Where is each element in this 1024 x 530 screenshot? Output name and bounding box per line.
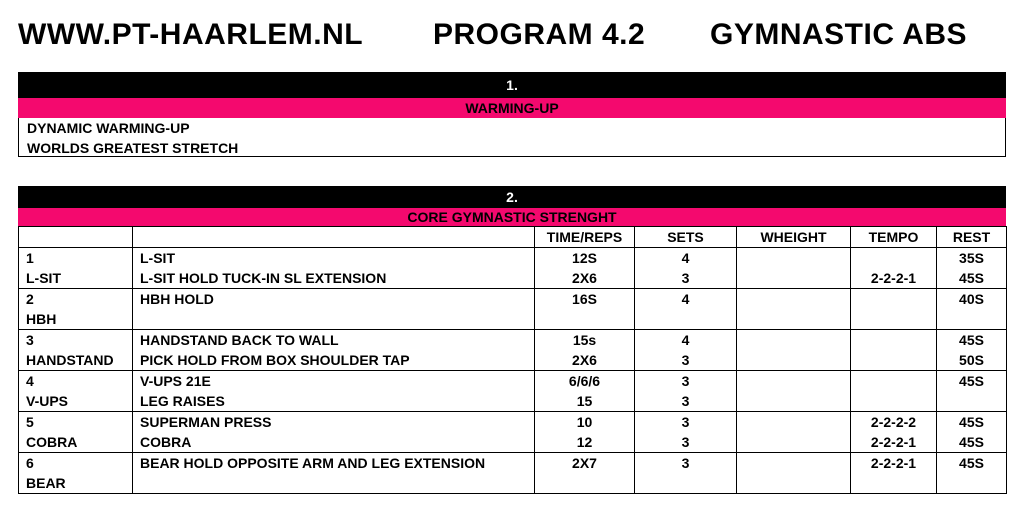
weight-cell	[737, 371, 851, 392]
table-row	[19, 391, 1007, 412]
group-name: HANDSTAND	[19, 350, 133, 371]
group-number: 6	[19, 453, 133, 474]
sets-cell: 3	[635, 268, 737, 289]
time-reps-cell	[535, 309, 635, 330]
group-name: V-UPS	[19, 391, 133, 412]
tempo-cell	[851, 350, 937, 371]
sets-cell: 3	[635, 453, 737, 474]
group-name: BEAR	[19, 473, 133, 494]
table-header-row	[19, 227, 1007, 248]
sets-cell: 4	[635, 248, 737, 269]
table-row	[19, 412, 1007, 433]
tempo-cell	[851, 473, 937, 494]
sets-cell: 4	[635, 289, 737, 310]
rest-cell: 45S	[937, 371, 1007, 392]
time-reps-cell: 12	[535, 432, 635, 453]
program-label: PROGRAM 4.2	[433, 18, 646, 51]
group-number: 5	[19, 412, 133, 433]
group-number: 1	[19, 248, 133, 269]
warmup-list	[18, 118, 1006, 157]
column-header-weight: WHEIGHT	[737, 227, 851, 248]
exercise-name: L-SIT HOLD TUCK-IN SL EXTENSION	[133, 268, 535, 289]
section-title: WARMING-UP	[18, 98, 1006, 118]
table-row	[19, 289, 1007, 310]
exercise-name: L-SIT	[133, 248, 535, 269]
group-name: L-SIT	[19, 268, 133, 289]
table-row	[19, 371, 1007, 392]
time-reps-cell	[535, 473, 635, 494]
rest-cell: 35S	[937, 248, 1007, 269]
sets-cell	[635, 309, 737, 330]
table-row	[19, 432, 1007, 453]
exercise-name: HBH HOLD	[133, 289, 535, 310]
sets-cell: 3	[635, 371, 737, 392]
program-title: GYMNASTIC ABS	[710, 18, 968, 51]
exercise-name	[133, 473, 535, 494]
tempo-cell	[851, 371, 937, 392]
exercise-table	[18, 226, 1007, 494]
exercise-name: COBRA	[133, 432, 535, 453]
tempo-cell	[851, 391, 937, 412]
rest-cell: 40S	[937, 289, 1007, 310]
group-number: 3	[19, 330, 133, 351]
table-row	[19, 330, 1007, 351]
time-reps-cell: 2X6	[535, 350, 635, 371]
column-header-time-reps: TIME/REPS	[535, 227, 635, 248]
exercise-name: BEAR HOLD OPPOSITE ARM AND LEG EXTENSION	[133, 453, 535, 474]
column-header	[19, 227, 133, 248]
weight-cell	[737, 309, 851, 330]
rest-cell: 45S	[937, 432, 1007, 453]
column-header-rest: REST	[937, 227, 1007, 248]
section-title: CORE GYMNASTIC STRENGHT	[18, 208, 1006, 226]
time-reps-cell: 2X6	[535, 268, 635, 289]
weight-cell	[737, 391, 851, 412]
sets-cell: 3	[635, 350, 737, 371]
column-header	[133, 227, 535, 248]
rest-cell	[937, 309, 1007, 330]
section-warmup	[18, 72, 1006, 157]
table-row	[19, 268, 1007, 289]
rest-cell: 50S	[937, 350, 1007, 371]
section-core	[18, 186, 1006, 494]
warmup-item: WORLDS GREATEST STRETCH	[27, 140, 239, 156]
weight-cell	[737, 330, 851, 351]
weight-cell	[737, 350, 851, 371]
weight-cell	[737, 473, 851, 494]
tempo-cell	[851, 248, 937, 269]
group-number: 2	[19, 289, 133, 310]
tempo-cell	[851, 330, 937, 351]
tempo-cell	[851, 289, 937, 310]
weight-cell	[737, 289, 851, 310]
weight-cell	[737, 248, 851, 269]
tempo-cell: 2-2-2-1	[851, 268, 937, 289]
time-reps-cell: 15	[535, 391, 635, 412]
exercise-name: PICK HOLD FROM BOX SHOULDER TAP	[133, 350, 535, 371]
time-reps-cell: 15s	[535, 330, 635, 351]
table-row	[19, 350, 1007, 371]
time-reps-cell: 12S	[535, 248, 635, 269]
rest-cell: 45S	[937, 268, 1007, 289]
weight-cell	[737, 432, 851, 453]
column-header-sets: SETS	[635, 227, 737, 248]
group-name: COBRA	[19, 432, 133, 453]
rest-cell	[937, 391, 1007, 412]
sets-cell: 3	[635, 412, 737, 433]
rest-cell: 45S	[937, 453, 1007, 474]
warmup-item: DYNAMIC WARMING-UP	[27, 120, 190, 136]
rest-cell	[937, 473, 1007, 494]
rest-cell: 45S	[937, 412, 1007, 433]
rest-cell: 45S	[937, 330, 1007, 351]
sets-cell: 3	[635, 432, 737, 453]
table-row	[19, 309, 1007, 330]
time-reps-cell: 6/6/6	[535, 371, 635, 392]
sets-cell: 3	[635, 391, 737, 412]
column-header-tempo: TEMPO	[851, 227, 937, 248]
exercise-name: HANDSTAND BACK TO WALL	[133, 330, 535, 351]
group-name: HBH	[19, 309, 133, 330]
sets-cell	[635, 473, 737, 494]
section-number: 2.	[18, 186, 1006, 208]
group-number: 4	[19, 371, 133, 392]
exercise-name: V-UPS 21E	[133, 371, 535, 392]
page-header	[18, 18, 1008, 58]
time-reps-cell: 2X7	[535, 453, 635, 474]
exercise-name: LEG RAISES	[133, 391, 535, 412]
time-reps-cell: 16S	[535, 289, 635, 310]
section-number: 1.	[18, 72, 1006, 98]
time-reps-cell: 10	[535, 412, 635, 433]
exercise-name	[133, 309, 535, 330]
site-url[interactable]: WWW.PT-HAARLEM.NL	[18, 18, 364, 51]
table-row	[19, 248, 1007, 269]
weight-cell	[737, 412, 851, 433]
tempo-cell: 2-2-2-1	[851, 432, 937, 453]
sets-cell: 4	[635, 330, 737, 351]
tempo-cell: 2-2-2-2	[851, 412, 937, 433]
exercise-name: SUPERMAN PRESS	[133, 412, 535, 433]
table-row	[19, 473, 1007, 494]
weight-cell	[737, 268, 851, 289]
tempo-cell	[851, 309, 937, 330]
table-row	[19, 453, 1007, 474]
tempo-cell: 2-2-2-1	[851, 453, 937, 474]
weight-cell	[737, 453, 851, 474]
